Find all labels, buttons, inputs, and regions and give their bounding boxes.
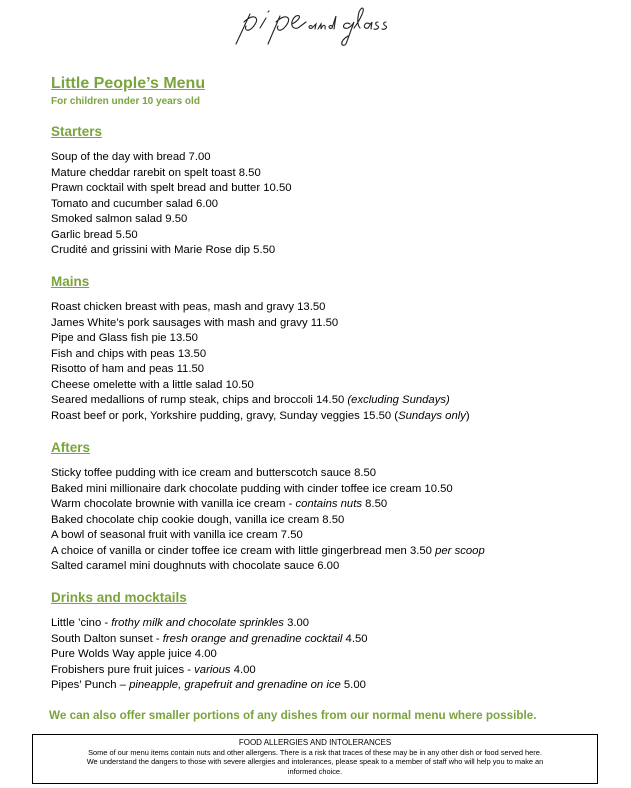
menu-item: Baked mini millionaire dark chocolate pudding with cinder toffee ice cream 10.50 (51, 482, 453, 495)
menu-item: Prawn cocktail with spelt bread and butter 10.50 (51, 182, 292, 194)
menu-item: Roast chicken breast with peas, mash and gravy 13.50 (51, 301, 326, 313)
drinks-list (51, 616, 368, 694)
allergy-notice-box (32, 734, 598, 784)
starters-list (51, 150, 292, 259)
menu-item: Frobishers pure fruit juices - various 4.00 (51, 663, 256, 676)
menu-item: Fish and chips with peas 13.50 (51, 347, 207, 360)
menu-item: A bowl of seasonal fruit with vanilla ice cream 7.50 (51, 529, 303, 541)
menu-item: Risotto of ham and peas 11.50 (51, 363, 205, 375)
menu-item: Pipe and Glass fish pie 13.50 (51, 332, 198, 344)
menu-subtitle: For children under 10 years old (51, 96, 200, 107)
menu-title: Little People’s Menu (51, 75, 206, 92)
section-heading-drinks: Drinks and mocktails (51, 590, 187, 605)
menu-item: Pure Wolds Way apple juice 4.00 (51, 648, 217, 660)
allergy-text-line: Some of our menu items contain nuts and other allergens. There is a risk that traces of these may be in any other dish or food served here. (88, 747, 542, 757)
pipe-and-glass-logo (228, 2, 398, 48)
smaller-portions-note: We can also offer smaller portions of any dishes from our normal menu where possible. (49, 709, 537, 722)
menu-item: A choice of vanilla or cinder toffee ice cream with little gingerbread men 3.50 per scoop (51, 544, 485, 557)
allergy-text-line: informed choice. (287, 766, 343, 776)
menu-item: Baked chocolate chip cookie dough, vanilla ice cream 8.50 (51, 513, 345, 526)
menu-item: Cheese omelette with a little salad 10.50 (51, 378, 254, 391)
section-heading-starters: Starters (51, 124, 103, 139)
mains-list (51, 300, 470, 424)
menu-item: Tomato and cucumber salad 6.00 (51, 197, 219, 210)
allergy-text-line: We understand the dangers to those with severe allergies and intolerances, please speak to a member of staff who will help you to make an (86, 757, 544, 767)
menu-item: Pipes’ Punch – pineapple, grapefruit and grenadine on ice 5.00 (51, 679, 366, 691)
section-heading-mains: Mains (51, 274, 90, 289)
menu-item: James White’s pork sausages with mash and gravy 11.50 (51, 316, 339, 329)
menu-item: Little ’cino - frothy milk and chocolate sprinkles 3.00 (51, 617, 310, 629)
menu-item: Crudité and grissini with Marie Rose dip 5.50 (51, 244, 276, 256)
menu-item: South Dalton sunset - fresh orange and grenadine cocktail 4.50 (51, 632, 368, 645)
menu-item: Mature cheddar rarebit on spelt toast 8.50 (51, 166, 261, 179)
menu-item: Seared medallions of rump steak, chips and broccoli 14.50 (excluding Sundays) (51, 394, 450, 406)
menu-item: Salted caramel mini doughnuts with chocolate sauce 6.00 (51, 560, 340, 572)
menu-item: Warm chocolate brownie with vanilla ice cream - contains nuts 8.50 (51, 498, 388, 510)
menu-item: Roast beef or pork, Yorkshire pudding, gravy, Sunday veggies 15.50 (Sundays only) (51, 409, 470, 422)
menu-item: Sticky toffee pudding with ice cream and butterscotch sauce 8.50 (51, 467, 377, 479)
section-heading-afters: Afters (51, 440, 91, 455)
menu-item: Smoked salmon salad 9.50 (51, 213, 188, 225)
allergy-heading: FOOD ALLERGIES AND INTOLERANCES (238, 738, 392, 747)
menu-item: Garlic bread 5.50 (51, 228, 138, 241)
menu-item: Soup of the day with bread 7.00 (51, 151, 211, 163)
afters-list (51, 466, 485, 575)
